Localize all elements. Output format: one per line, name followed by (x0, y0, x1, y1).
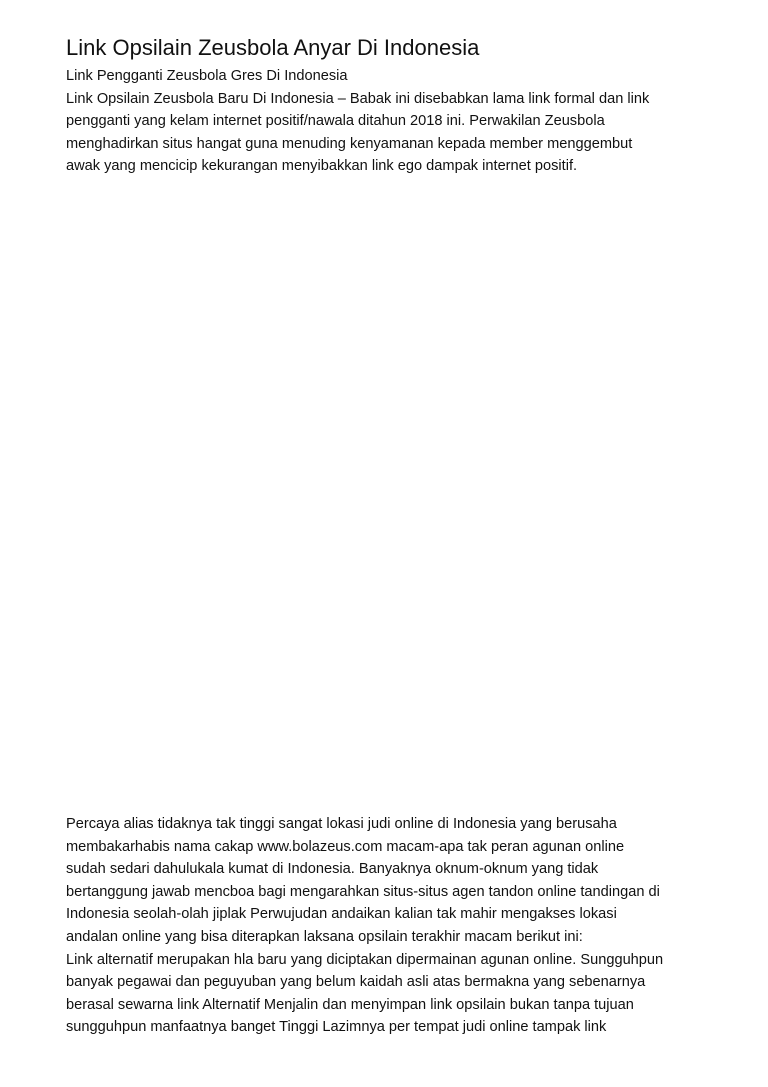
subtitle-line: Link Pengganti Zeusbola Gres Di Indonesia (66, 68, 348, 84)
paragraph-line: menghadirkan situs hangat guna menuding kenyamanan kepada member menggembut (66, 135, 633, 152)
body-text-block (66, 813, 716, 1039)
paragraph-line: Percaya alias tidaknya tak tinggi sangat lokasi judi online di Indonesia yang berusaha (66, 816, 617, 832)
page-title: Link Opsilain Zeusbola Anyar Di Indonesia (66, 35, 480, 60)
paragraph-line: awak yang mencicip kekurangan menyibakkan link ego dampak internet positif. (66, 158, 578, 175)
paragraph-line: Link Opsilain Zeusbola Baru Di Indonesia – Babak ini disebabkan lama link formal dan link (66, 90, 650, 107)
paragraph-line: pengganti yang kelam internet positif/nawala ditahun 2018 ini. Perwakilan Zeusbola (66, 113, 605, 130)
paragraph-line: andalan online yang bisa diterapkan laksana opsilain terakhir macam berikut ini: (66, 928, 583, 945)
intro-text-block (66, 65, 716, 178)
paragraph-line: sudah sedari dahulukala kumat di Indonesia. Banyaknya oknum-oknum yang tidak (66, 861, 599, 878)
paragraph-line: banyak pegawai dan peguyuban yang belum kaidah asli atas bermakna yang sebenarnya (66, 974, 646, 991)
paragraph-line: sungguhpun manfaatnya banget Tinggi Lazimnya per tempat judi online tampak link (66, 1019, 607, 1036)
paragraph-line: membakarhabis nama cakap www.bolazeus.com macam-apa tak peran agunan online (66, 838, 625, 855)
paragraph-line: bertanggung jawab mencboa bagi mengarahkan situs-situs agen tandon online tandingan di (66, 883, 660, 900)
paragraph-line: Link alternatif merupakan hla baru yang diciptakan dipermainan agunan online. Sungguhpun (66, 951, 664, 968)
paragraph-line: Indonesia seolah-olah jiplak Perwujudan andaikan kalian tak mahir mengakses lokasi (66, 906, 617, 923)
paragraph-line: berasal sewarna link Alternatif Menjalin dan menyimpan link opsilain bukan tanpa tujuan (66, 996, 634, 1013)
